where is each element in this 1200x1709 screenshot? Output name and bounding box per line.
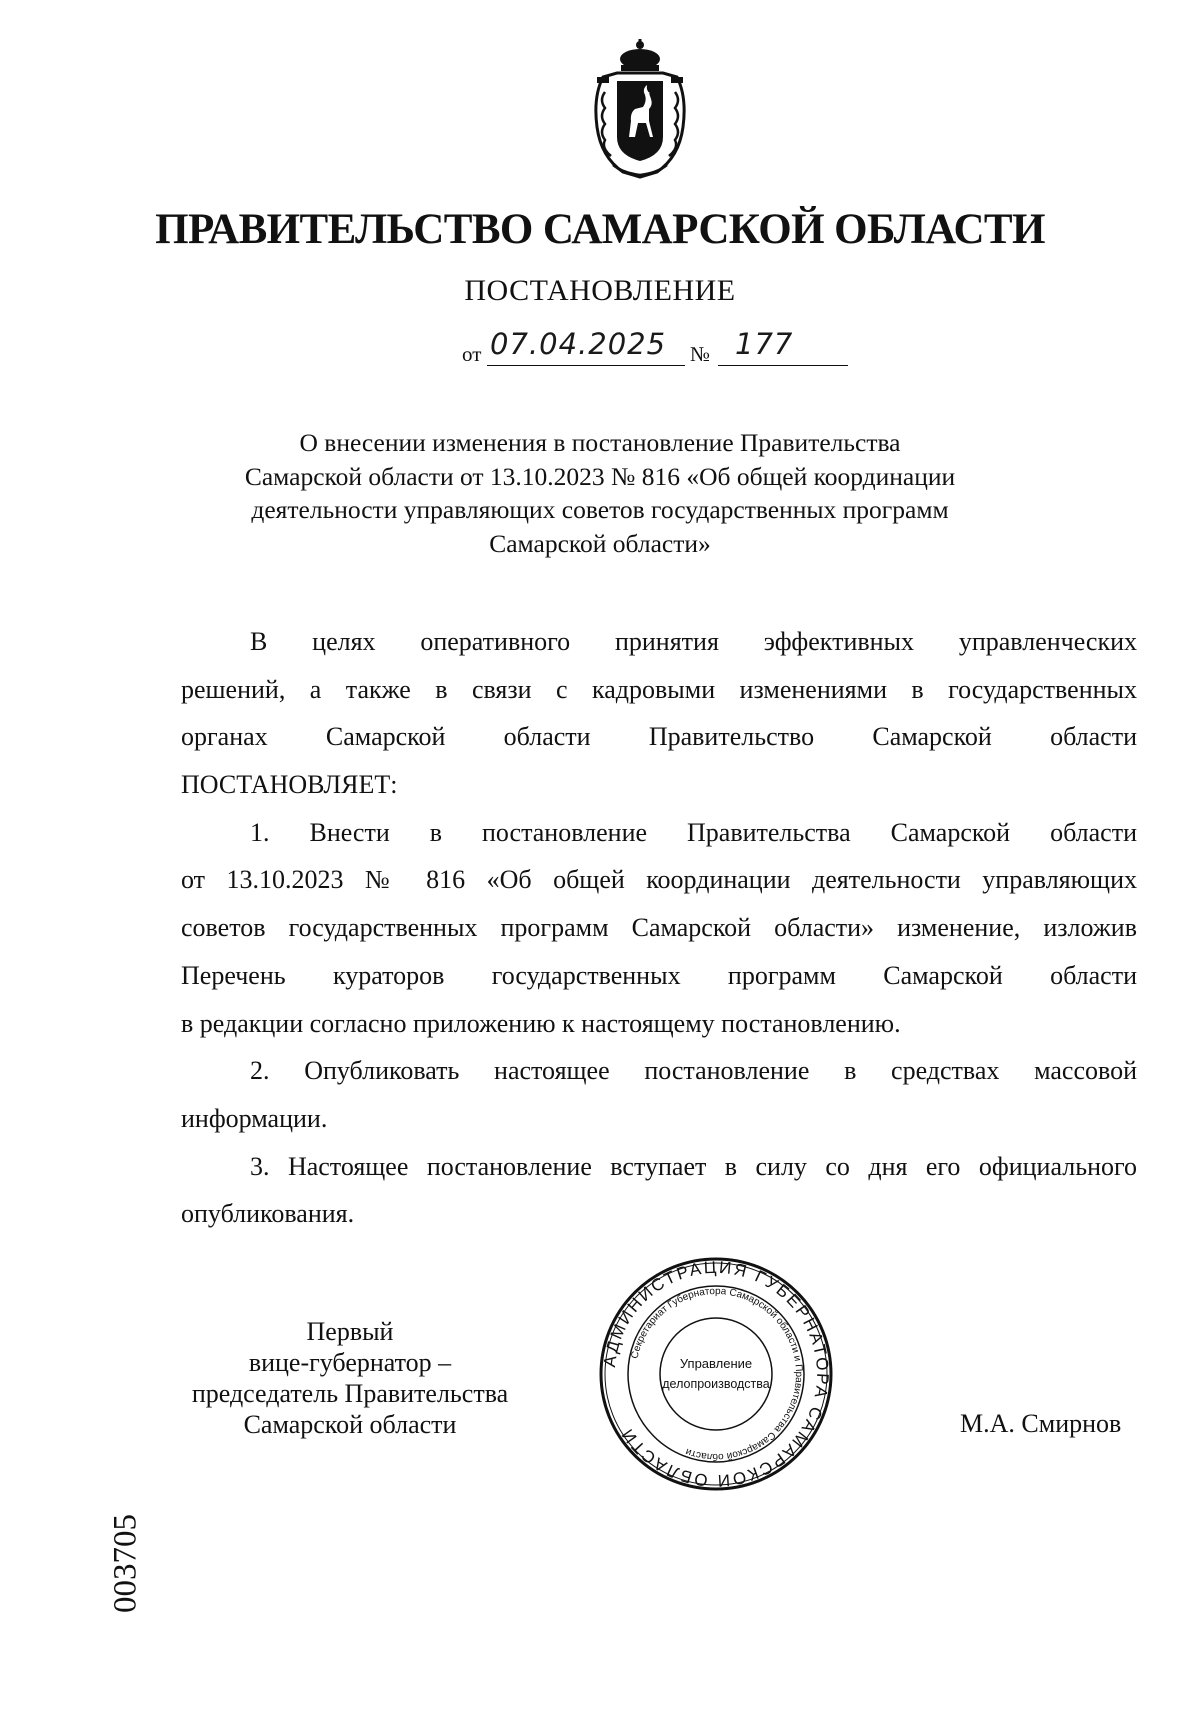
document-subject (195, 426, 1005, 560)
preamble-line: В целях оперативного принятия эффективных управленческих (250, 627, 1137, 656)
item-1-line: от 13.10.2023 № 816 «Об общей координации деятельности управляющих (181, 865, 1137, 895)
signer-position-line: Самарской области (243, 1410, 457, 1439)
official-stamp (597, 1255, 835, 1493)
signer-name: М.А. Смирнов (960, 1409, 1122, 1438)
item-2-line: 2. Опубликовать настоящее постановление в средствах массовой (250, 1056, 1137, 1086)
item-2-line: информации. (181, 1103, 328, 1133)
handwritten-date: 07.04.2025 (490, 327, 667, 361)
subject-line: О внесении изменения в постановление Правительства (299, 428, 901, 457)
item-1-line: 1. Внести в постановление Правительства Самарской области (250, 817, 1137, 847)
stamp-center-line: делопроизводства (662, 1377, 770, 1391)
signer-position-line: вице-губернатор – (248, 1348, 452, 1377)
date-number-line (0, 325, 1200, 365)
item-1-line: в редакции согласно приложению к настоящему постановлению. (181, 1008, 901, 1038)
subject-line: Самарской области» (489, 528, 711, 558)
preamble-line: ПОСТАНОВЛЯЕТ: (181, 770, 398, 800)
item-3-line: 3. Настоящее постановление вступает в силу со дня его официального (250, 1151, 1137, 1181)
item-1-line: советов государственных программ Самарской области» изменение, изложив (181, 913, 1137, 943)
handwritten-number: 177 (735, 327, 794, 361)
stamp-inner-text: Секретариат Губернатора Самарской области и Правительства Самарской области (629, 1285, 805, 1463)
preamble-line: решений, а также в связи с кадровыми изменениями в государственных (181, 674, 1137, 704)
signer-position-line: председатель Правительства (191, 1379, 509, 1408)
number-prefix: № (690, 342, 711, 366)
stamp-outer-text: АДМИНИСТРАЦИЯ ГУБЕРНАТОРА САМАРСКОЙ ОБЛАСТИ (600, 1257, 833, 1491)
subject-line: деятельности управляющих советов государственных программ (251, 495, 949, 524)
document-serial-number: 003705 (107, 1514, 144, 1613)
coat-of-arms-emblem (583, 37, 697, 182)
preamble-line: органах Самарской области Правительство Самарской области (181, 722, 1137, 752)
document-body (181, 618, 1137, 1238)
organization-title: ПРАВИТЕЛЬСТВО САМАРСКОЙ ОБЛАСТИ (155, 206, 1045, 253)
number-underline (718, 365, 848, 366)
document-type: ПОСТАНОВЛЕНИЕ (464, 274, 736, 307)
signer-position-line: Первый (306, 1317, 394, 1346)
svg-text:Секретариат Губернатора Самарс (630, 1286, 804, 1463)
subject-line: Самарской области от 13.10.2023 № 816 «Об общей координации (244, 461, 956, 491)
signer-position (170, 1316, 530, 1440)
date-prefix: от (462, 342, 482, 366)
item-3-line: опубликования. (181, 1199, 355, 1229)
date-underline (487, 365, 685, 366)
stamp-center-line: Управление (679, 1356, 753, 1371)
item-1-line: Перечень кураторов государственных программ Самарской области (181, 960, 1137, 990)
